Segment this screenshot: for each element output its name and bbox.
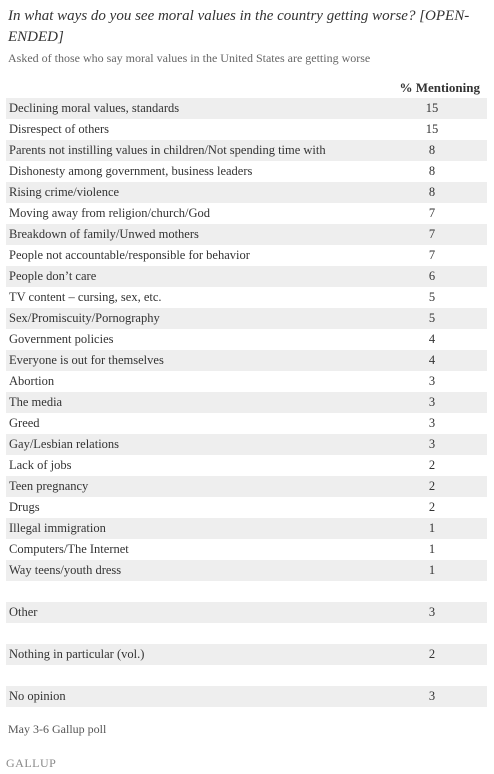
row-label: Drugs [9,500,40,514]
row-value: 15 [425,122,439,136]
row-label: Nothing in particular (vol.) [6,644,369,665]
row-label: Everyone is out for themselves [6,350,369,371]
page-title: In what ways do you see moral values in the country getting worse? [OPEN-ENDED] [8,8,470,45]
spacer-row [6,665,487,686]
row-label: Abortion [9,374,55,388]
table-row [6,329,487,350]
row-label: People not accountable/responsible for behavior [9,248,250,262]
spacer-cell [6,665,487,686]
row-value: 3 [369,602,487,623]
row-value: 3 [369,434,487,455]
row-value: 6 [369,266,487,287]
column-header-mentioning: % Mentioning [399,80,480,95]
row-label: Declining moral values, standards [6,98,369,119]
row-label: The media [6,392,369,413]
row-value: 7 [369,224,487,245]
row-label: Rising crime/violence [6,182,369,203]
row-value: 2 [369,476,487,497]
gallup-logo: GALLUP [6,756,57,770]
table-row [6,182,487,203]
table-row [6,203,487,224]
row-value: 2 [369,644,487,665]
table-row [6,119,487,140]
table-row [6,224,487,245]
row-value: 4 [428,332,436,346]
row-value: 3 [369,686,487,707]
table-row [6,434,487,455]
table-row [6,497,487,518]
row-label: Greed [9,416,40,430]
row-value: 4 [369,350,487,371]
row-value: 7 [428,248,436,262]
row-label: No opinion [6,686,369,707]
row-value: 8 [369,140,487,161]
row-value: 3 [428,416,436,430]
row-label: Illegal immigration [6,518,369,539]
table-row [6,539,487,560]
table-row [6,287,487,308]
table-row [6,686,487,707]
table-row [6,161,487,182]
row-value: 2 [428,458,436,472]
table-row [6,140,487,161]
row-label: Other [6,602,369,623]
spacer-row [6,581,487,602]
row-value: 2 [428,500,436,514]
row-value: 8 [369,182,487,203]
row-label: Gay/Lesbian relations [6,434,369,455]
table-row [6,518,487,539]
row-value: 1 [369,560,487,581]
row-value: 1 [369,518,487,539]
row-label: Way teens/youth dress [6,560,369,581]
row-value: 3 [428,374,436,388]
column-header-row [8,80,486,98]
table-row [6,98,487,119]
table-row [6,560,487,581]
row-value: 5 [369,308,487,329]
row-label: Lack of jobs [9,458,72,472]
table-row [6,308,487,329]
row-label: Government policies [9,332,114,346]
row-value: 15 [369,98,487,119]
results-table [6,98,487,707]
table-row [6,371,487,392]
footnote: May 3-6 Gallup poll [8,722,107,736]
table-row [6,455,487,476]
row-label: TV content – cursing, sex, etc. [9,290,162,304]
row-label: Computers/The Internet [9,542,129,556]
table-row [6,476,487,497]
row-value: 7 [428,206,436,220]
spacer-cell [6,581,487,602]
row-label: Moving away from religion/church/God [9,206,210,220]
row-value: 1 [428,542,436,556]
spacer-cell [6,623,487,644]
spacer-row [6,623,487,644]
table-row [6,245,487,266]
table-row [6,602,487,623]
row-label: Parents not instilling values in children/Not spending time with [6,140,369,161]
row-value: 3 [369,392,487,413]
row-value: 8 [428,164,436,178]
row-label: Disrespect of others [9,122,109,136]
table-row [6,644,487,665]
row-label: Breakdown of family/Unwed mothers [6,224,369,245]
table-row [6,266,487,287]
row-label: People don’t care [6,266,369,287]
row-value: 5 [428,290,436,304]
table-row [6,392,487,413]
table-row [6,413,487,434]
table-row [6,350,487,371]
row-label: Sex/Promiscuity/Pornography [6,308,369,329]
row-label: Dishonesty among government, business leaders [9,164,253,178]
subtitle: Asked of those who say moral values in the United States are getting worse [8,51,371,65]
row-label: Teen pregnancy [6,476,369,497]
